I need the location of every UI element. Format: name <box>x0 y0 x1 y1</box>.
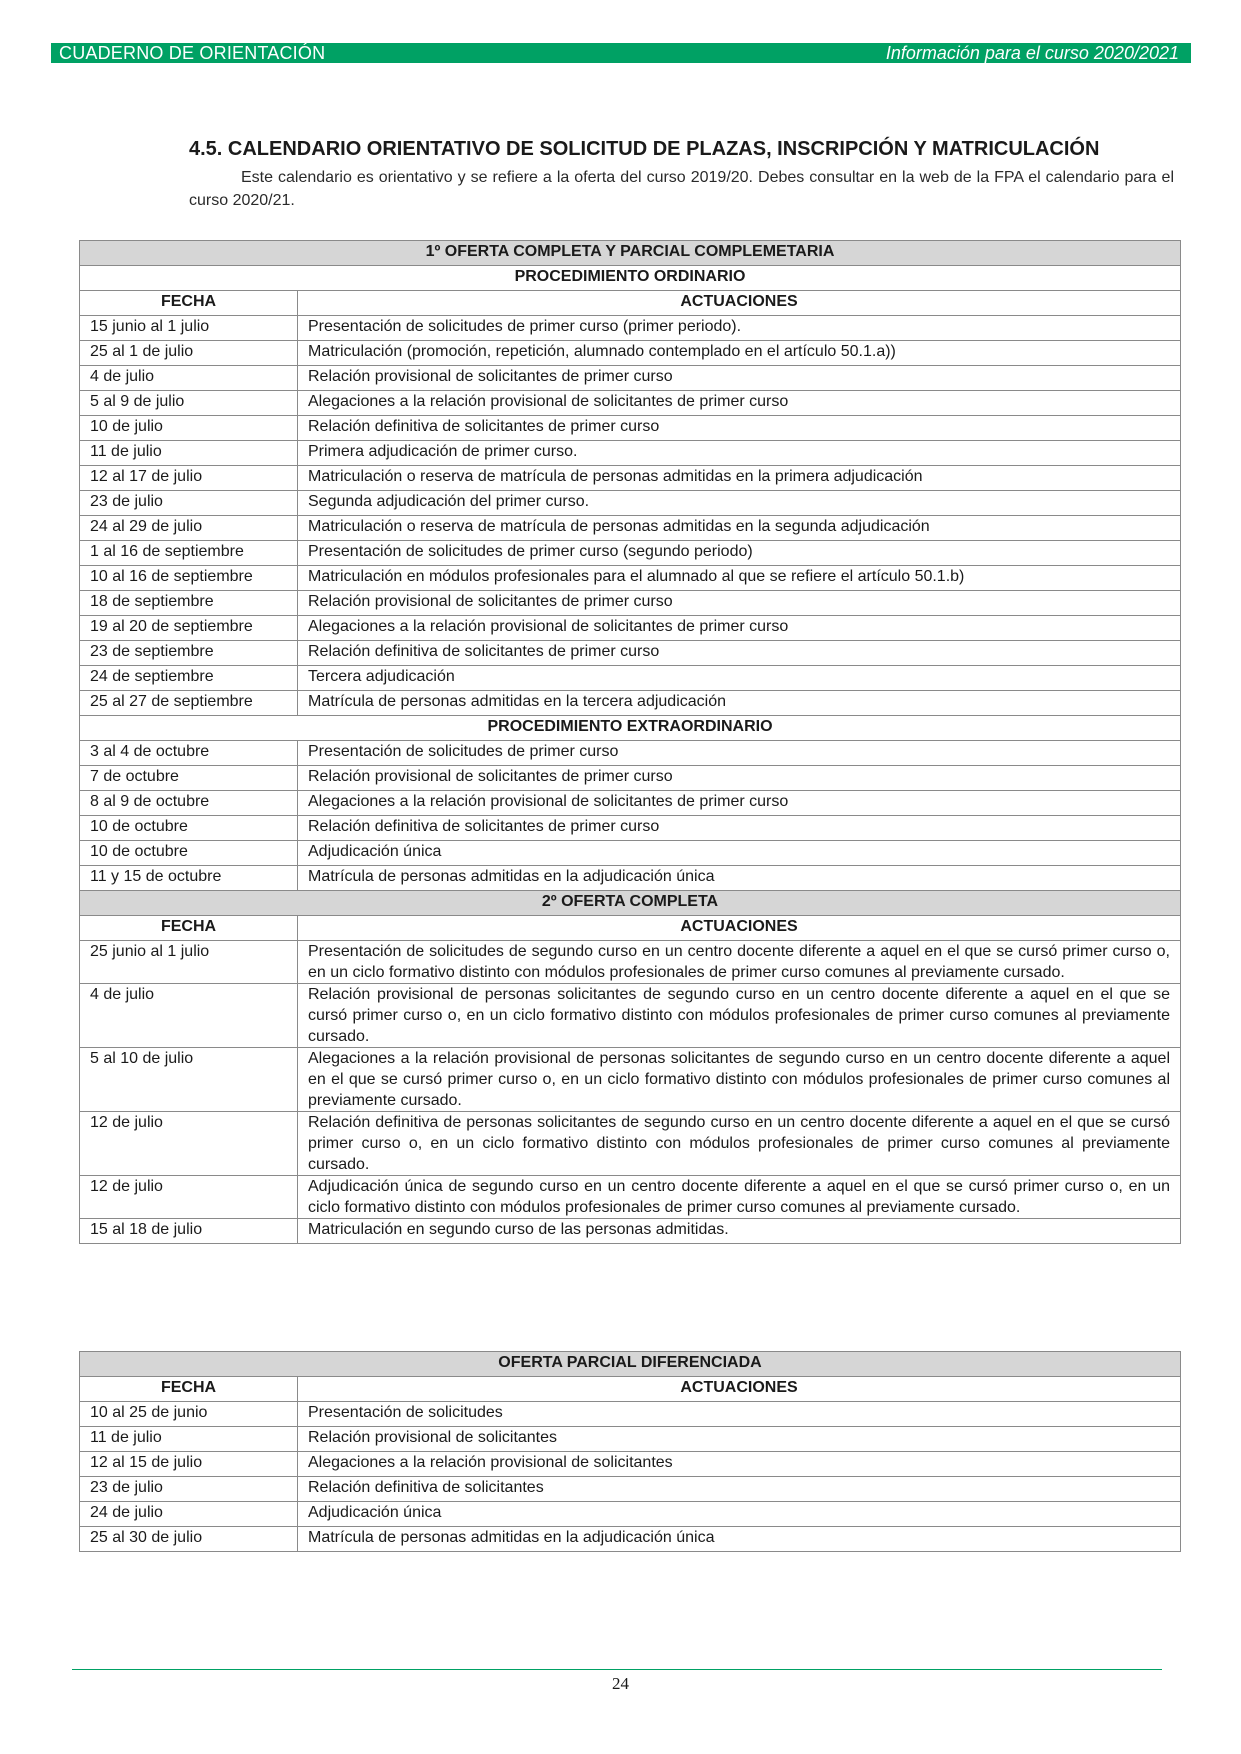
table-row <box>80 1527 1181 1552</box>
table-row <box>80 341 1181 366</box>
row-actuacion: Alegaciones a la relación provisional de solicitantes de primer curso <box>298 616 1181 641</box>
col-fecha: FECHA <box>80 291 298 316</box>
row-fecha: 25 junio al 1 julio <box>80 941 298 984</box>
row-actuacion: Matriculación o reserva de matrícula de personas admitidas en la segunda adjudicación <box>298 516 1181 541</box>
row-fecha: 24 de julio <box>80 1502 298 1527</box>
segunda-oferta-heading: 2º OFERTA COMPLETA <box>80 891 1181 916</box>
row-actuacion: Segunda adjudicación del primer curso. <box>298 491 1181 516</box>
section-intro: Este calendario es orientativo y se refiere a la oferta del curso 2019/20. Debes consultar en la web de la FPA el calendario para el curso 2020/21. <box>189 169 1174 209</box>
table-row <box>80 741 1181 766</box>
row-fecha: 12 de julio <box>80 1176 298 1219</box>
row-actuacion: Relación definitiva de solicitantes de primer curso <box>298 816 1181 841</box>
ordinario-heading: PROCEDIMIENTO ORDINARIO <box>80 266 1181 291</box>
table-row <box>80 1176 1181 1219</box>
row-fecha: 4 de julio <box>80 366 298 391</box>
row-actuacion: Presentación de solicitudes de primer curso (primer periodo). <box>298 316 1181 341</box>
row-fecha: 10 de octubre <box>80 816 298 841</box>
row-fecha: 8 al 9 de octubre <box>80 791 298 816</box>
calendar-table-1 <box>79 240 1181 1244</box>
row-fecha: 24 de septiembre <box>80 666 298 691</box>
table-row <box>80 616 1181 641</box>
row-actuacion: Primera adjudicación de primer curso. <box>298 441 1181 466</box>
row-fecha: 18 de septiembre <box>80 591 298 616</box>
extraordinario-heading: PROCEDIMIENTO EXTRAORDINARIO <box>80 716 1181 741</box>
table-row <box>80 766 1181 791</box>
table-row <box>80 466 1181 491</box>
col-fecha: FECHA <box>80 1377 298 1402</box>
row-fecha: 1 al 16 de septiembre <box>80 541 298 566</box>
row-actuacion: Relación definitiva de solicitantes de primer curso <box>298 416 1181 441</box>
header-right: Información para el curso 2020/2021 <box>885 43 1179 63</box>
table-row <box>80 416 1181 441</box>
table-row <box>80 941 1181 984</box>
row-actuacion: Presentación de solicitudes de segundo curso en un centro docente diferente a aquel en el que se cursó primer curso o, en un ciclo formativo distinto con módulos profesionales de primer curso comunes al previamente cursado. <box>298 941 1181 984</box>
row-actuacion: Relación provisional de solicitantes de primer curso <box>298 366 1181 391</box>
row-fecha: 25 al 30 de julio <box>80 1527 298 1552</box>
row-actuacion: Adjudicación única <box>298 1502 1181 1527</box>
table-row <box>80 1502 1181 1527</box>
row-actuacion: Relación definitiva de solicitantes de primer curso <box>298 641 1181 666</box>
row-actuacion: Relación provisional de solicitantes de primer curso <box>298 766 1181 791</box>
table-row <box>80 984 1181 1048</box>
table-row <box>80 816 1181 841</box>
row-actuacion: Matriculación en segundo curso de las personas admitidas. <box>298 1219 1181 1244</box>
col-actuaciones: ACTUACIONES <box>298 916 1181 941</box>
table-row <box>80 541 1181 566</box>
row-actuacion: Presentación de solicitudes de primer curso (segundo periodo) <box>298 541 1181 566</box>
row-actuacion: Alegaciones a la relación provisional de solicitantes de primer curso <box>298 391 1181 416</box>
table-row <box>80 391 1181 416</box>
row-actuacion: Relación provisional de solicitantes <box>298 1427 1181 1452</box>
col-fecha: FECHA <box>80 916 298 941</box>
table-row <box>80 691 1181 716</box>
row-actuacion: Relación definitiva de personas solicitantes de segundo curso en un centro docente diferente a aquel en el que se cursó primer curso o, en un ciclo formativo distinto con módulos profesionales de primer curso comunes al previamente cursado. <box>298 1112 1181 1176</box>
row-actuacion: Presentación de solicitudes <box>298 1402 1181 1427</box>
row-fecha: 10 al 16 de septiembre <box>80 566 298 591</box>
table-row <box>80 316 1181 341</box>
table-row <box>80 1477 1181 1502</box>
col-actuaciones: ACTUACIONES <box>298 1377 1181 1402</box>
table-row <box>80 566 1181 591</box>
table-row <box>80 841 1181 866</box>
row-fecha: 23 de septiembre <box>80 641 298 666</box>
row-actuacion: Tercera adjudicación <box>298 666 1181 691</box>
table-row <box>80 591 1181 616</box>
row-fecha: 23 de julio <box>80 1477 298 1502</box>
section-title: 4.5. CALENDARIO ORIENTATIVO DE SOLICITUD DE PLAZAS, INSCRIPCIÓN Y MATRICULACIÓN <box>189 138 1100 160</box>
row-fecha: 12 al 17 de julio <box>80 466 298 491</box>
row-fecha: 19 al 20 de septiembre <box>80 616 298 641</box>
row-actuacion: Relación definitiva de solicitantes <box>298 1477 1181 1502</box>
row-actuacion: Matriculación o reserva de matrícula de personas admitidas en la primera adjudicación <box>298 466 1181 491</box>
row-actuacion: Matrícula de personas admitidas en la adjudicación única <box>298 1527 1181 1552</box>
table-row <box>80 666 1181 691</box>
table-row <box>80 791 1181 816</box>
row-fecha: 11 de julio <box>80 1427 298 1452</box>
calendar-table-2 <box>79 1351 1181 1552</box>
row-fecha: 3 al 4 de octubre <box>80 741 298 766</box>
row-fecha: 11 de julio <box>80 441 298 466</box>
table1-title: 1º OFERTA COMPLETA Y PARCIAL COMPLEMETARIA <box>80 241 1181 266</box>
row-fecha: 10 de julio <box>80 416 298 441</box>
row-actuacion: Adjudicación única <box>298 841 1181 866</box>
row-actuacion: Relación provisional de personas solicitantes de segundo curso en un centro docente diferente a aquel en el que se cursó primer curso o, en un ciclo formativo distinto con módulos profesionales de primer curso comunes al previamente cursado. <box>298 984 1181 1048</box>
table-row <box>80 641 1181 666</box>
table-row <box>80 491 1181 516</box>
table-row <box>80 1048 1181 1112</box>
row-actuacion: Matriculación en módulos profesionales para el alumnado al que se refiere el artículo 50.1.b) <box>298 566 1181 591</box>
row-actuacion: Presentación de solicitudes de primer curso <box>298 741 1181 766</box>
row-actuacion: Alegaciones a la relación provisional de personas solicitantes de segundo curso en un centro docente diferente a aquel en el que se cursó primer curso o, en un ciclo formativo distinto con módulos profesionales de primer curso comunes al previamente cursado. <box>298 1048 1181 1112</box>
row-fecha: 25 al 27 de septiembre <box>80 691 298 716</box>
table-row <box>80 1219 1181 1244</box>
footer-line <box>72 1669 1162 1670</box>
row-actuacion: Alegaciones a la relación provisional de solicitantes de primer curso <box>298 791 1181 816</box>
table-row <box>80 1427 1181 1452</box>
table-row <box>80 1112 1181 1176</box>
row-fecha: 7 de octubre <box>80 766 298 791</box>
row-fecha: 4 de julio <box>80 984 298 1048</box>
row-fecha: 5 al 9 de julio <box>80 391 298 416</box>
row-actuacion: Matrícula de personas admitidas en la adjudicación única <box>298 866 1181 891</box>
row-fecha: 11 y 15 de octubre <box>80 866 298 891</box>
row-fecha: 12 de julio <box>80 1112 298 1176</box>
row-fecha: 10 al 25 de junio <box>80 1402 298 1427</box>
row-fecha: 15 al 18 de julio <box>80 1219 298 1244</box>
row-actuacion: Matrícula de personas admitidas en la tercera adjudicación <box>298 691 1181 716</box>
row-fecha: 15 junio al 1 julio <box>80 316 298 341</box>
row-fecha: 24 al 29 de julio <box>80 516 298 541</box>
row-fecha: 25 al 1 de julio <box>80 341 298 366</box>
row-fecha: 23 de julio <box>80 491 298 516</box>
row-actuacion: Alegaciones a la relación provisional de solicitantes <box>298 1452 1181 1477</box>
table2-title: OFERTA PARCIAL DIFERENCIADA <box>80 1352 1181 1377</box>
table-row <box>80 866 1181 891</box>
table-row <box>80 1452 1181 1477</box>
header-bar <box>51 43 1191 63</box>
header-left: CUADERNO DE ORIENTACIÓN <box>59 43 326 63</box>
table-row <box>80 366 1181 391</box>
row-actuacion: Adjudicación única de segundo curso en un centro docente diferente a aquel en el que se cursó primer curso o, en un ciclo formativo distinto con módulos profesionales de primer curso comunes al previamente cursado. <box>298 1176 1181 1219</box>
table-row <box>80 516 1181 541</box>
page-number: 24 <box>612 1674 629 1693</box>
row-fecha: 12 al 15 de julio <box>80 1452 298 1477</box>
row-fecha: 10 de octubre <box>80 841 298 866</box>
row-fecha: 5 al 10 de julio <box>80 1048 298 1112</box>
row-actuacion: Matriculación (promoción, repetición, alumnado contemplado en el artículo 50.1.a)) <box>298 341 1181 366</box>
col-actuaciones: ACTUACIONES <box>298 291 1181 316</box>
table-row <box>80 441 1181 466</box>
row-actuacion: Relación provisional de solicitantes de primer curso <box>298 591 1181 616</box>
table-row <box>80 1402 1181 1427</box>
